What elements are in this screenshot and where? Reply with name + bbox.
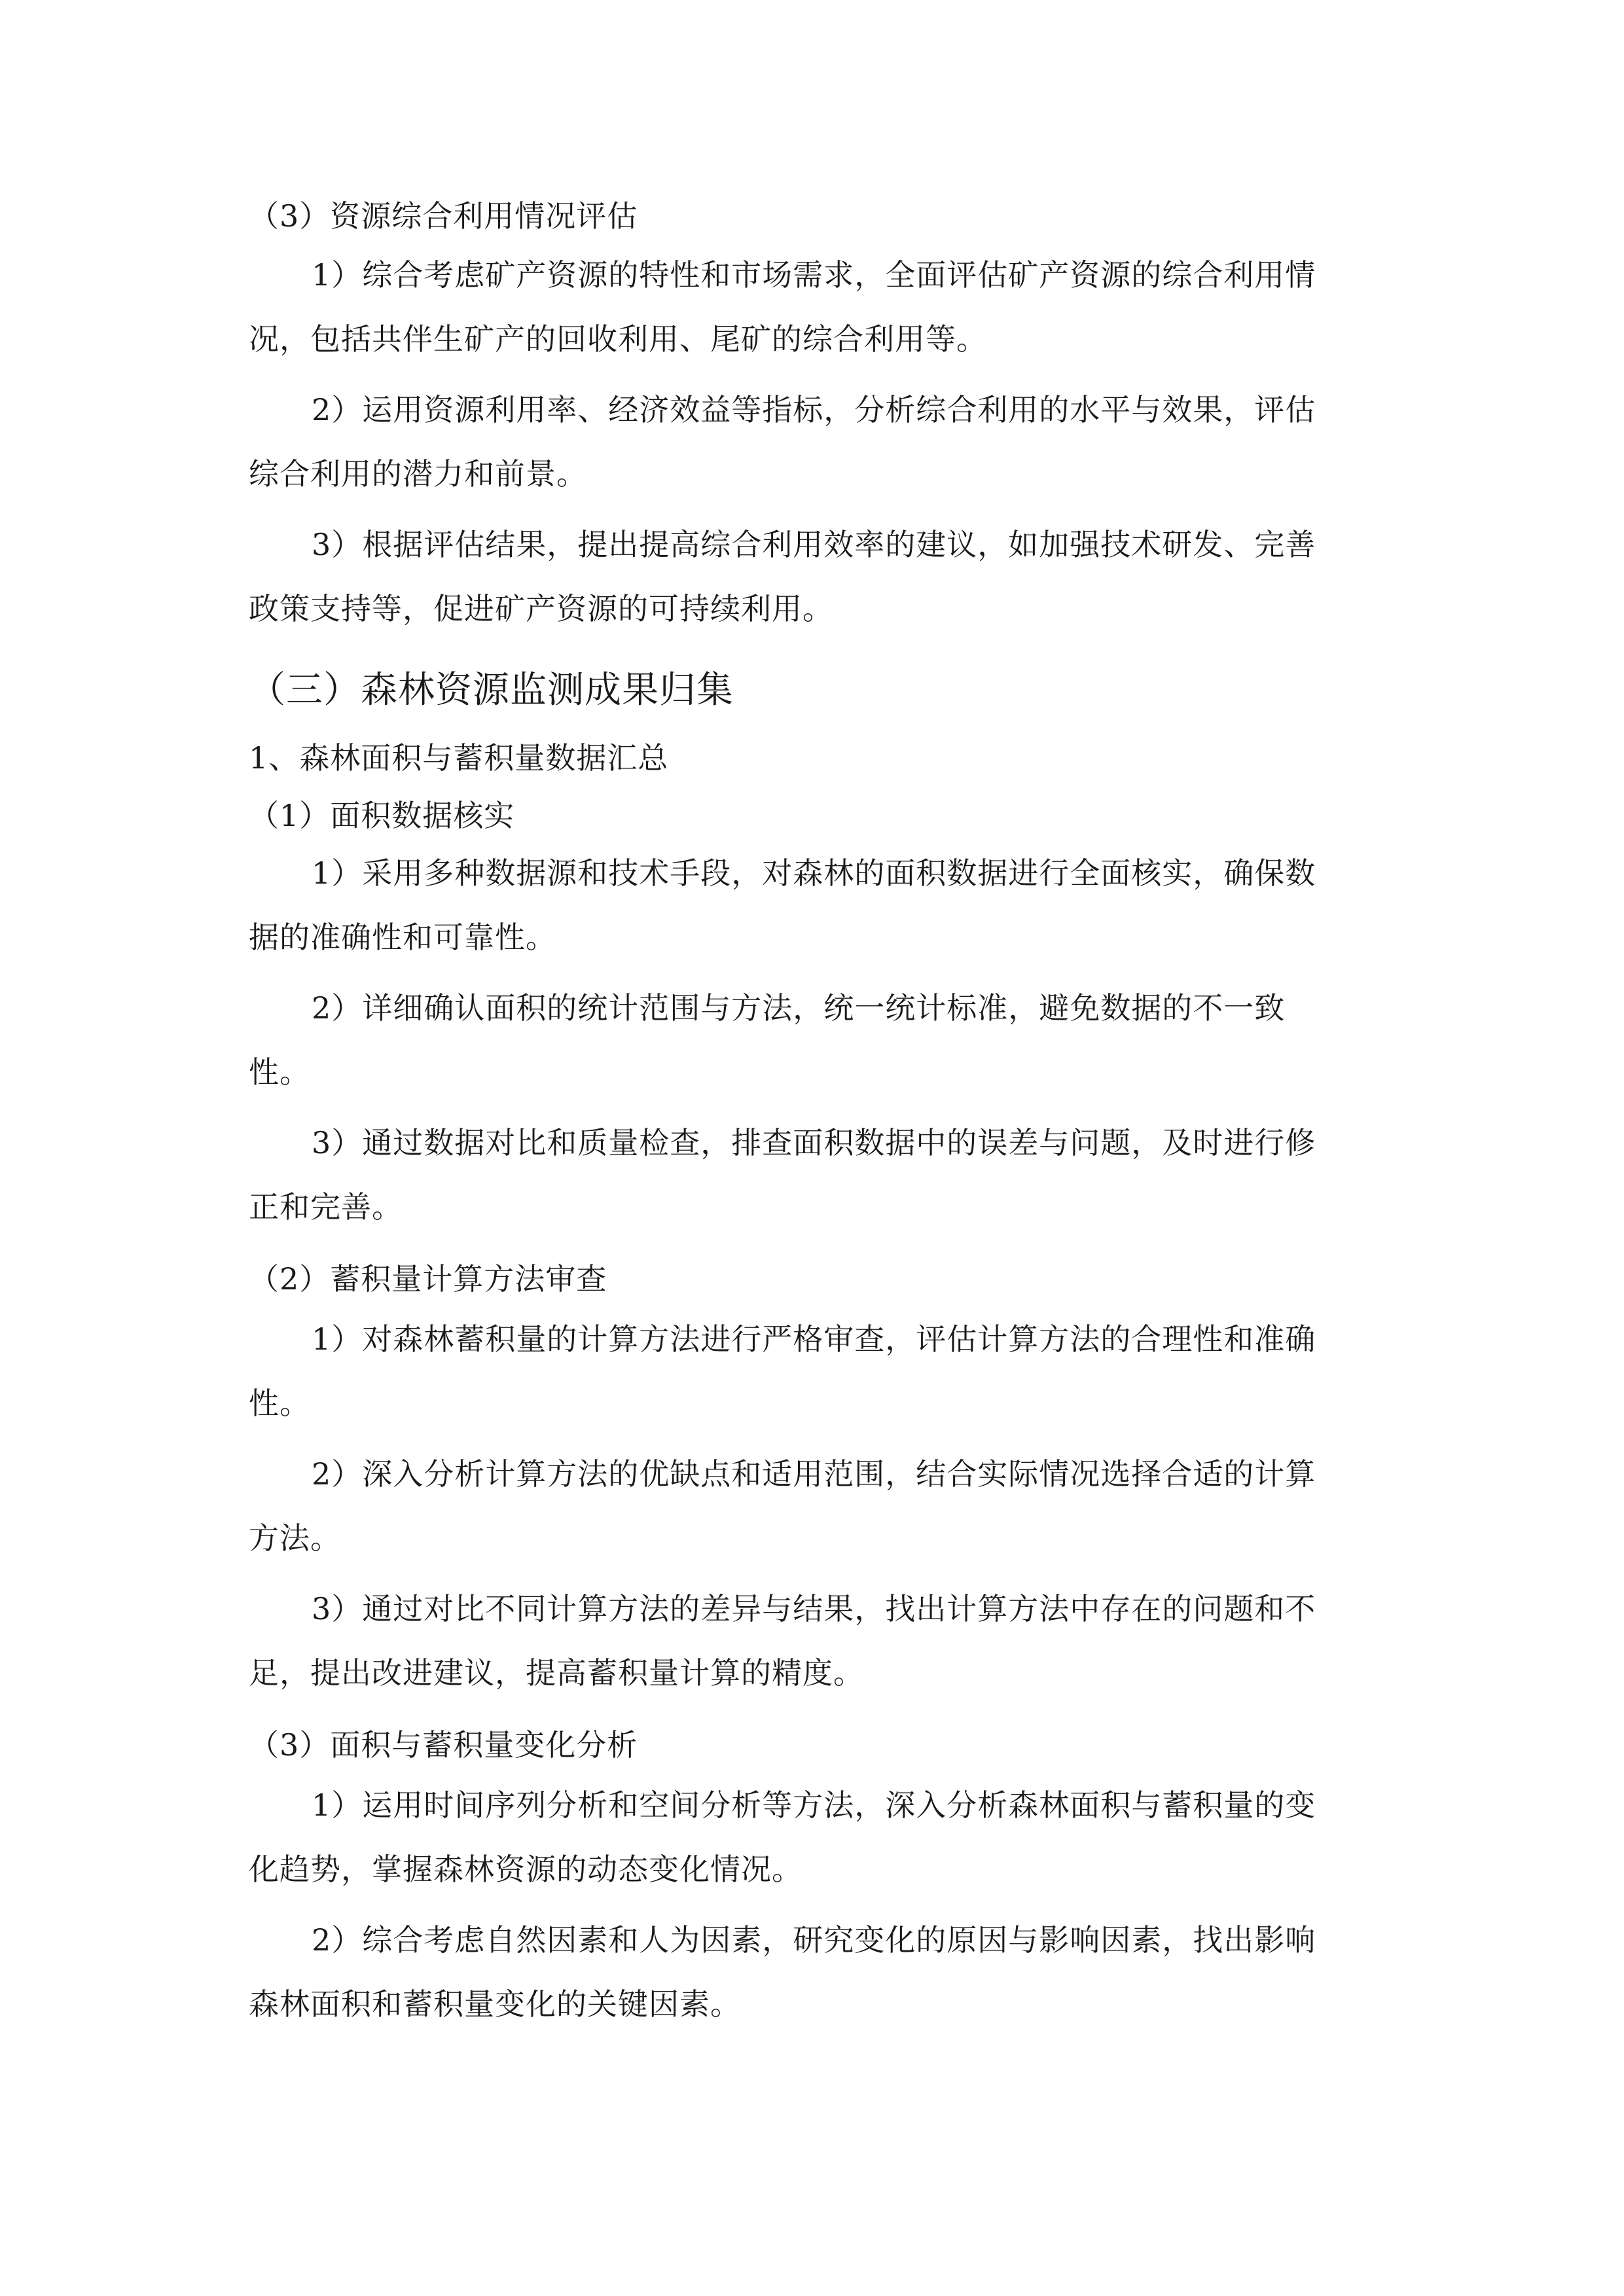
paragraph-line: 3）通过对比不同计算方法的差异与结果，找出计算方法中存在的问题和不 bbox=[312, 1591, 1316, 1626]
section-title: （三）森林资源监测成果归集 bbox=[249, 669, 734, 711]
subheading-resource-utilization: （3）资源综合利用情况评估 bbox=[249, 198, 638, 234]
paragraph-line: 据的准确性和可靠性。 bbox=[249, 920, 556, 955]
paragraph-line: 1）运用时间序列分析和空间分析等方法，深入分析森林面积与蓄积量的变 bbox=[312, 1787, 1316, 1823]
paragraph-line: 性。 bbox=[249, 1054, 310, 1090]
subheading-volume-method-review: （2）蓄积量计算方法审查 bbox=[249, 1261, 607, 1297]
paragraph-line: 3）通过数据对比和质量检查，排查面积数据中的误差与问题，及时进行修 bbox=[312, 1125, 1316, 1160]
paragraph-line: 政策支持等，促进矿产资源的可持续利用。 bbox=[249, 591, 833, 626]
paragraph-line: 1）采用多种数据源和技术手段，对森林的面积数据进行全面核实，确保数 bbox=[312, 855, 1316, 891]
paragraph-line: 2）综合考虑自然因素和人为因素，研究变化的原因与影响因素，找出影响 bbox=[312, 1922, 1316, 1958]
paragraph-line: 3）根据评估结果，提出提高综合利用效率的建议，如加强技术研发、完善 bbox=[312, 527, 1316, 562]
paragraph-line: 正和完善。 bbox=[249, 1189, 403, 1225]
paragraph-line: 方法。 bbox=[249, 1520, 341, 1556]
paragraph-line: 森林面积和蓄积量变化的关键因素。 bbox=[249, 1986, 741, 2022]
paragraph-line: 化趋势，掌握森林资源的动态变化情况。 bbox=[249, 1852, 803, 1887]
paragraph-line: 2）详细确认面积的统计范围与方法，统一统计标准，避免数据的不一致 bbox=[312, 990, 1286, 1026]
paragraph-line: 足，提出改进建议，提高蓄积量计算的精度。 bbox=[249, 1655, 864, 1691]
subheading-change-analysis: （3）面积与蓄积量变化分析 bbox=[249, 1727, 638, 1763]
paragraph-line: 1）对森林蓄积量的计算方法进行严格审查，评估计算方法的合理性和准确 bbox=[312, 1321, 1316, 1357]
paragraph-line: 性。 bbox=[249, 1386, 310, 1421]
paragraph-line: 2）深入分析计算方法的优缺点和适用范围，结合实际情况选择合适的计算 bbox=[312, 1456, 1316, 1492]
paragraph-line: 1）综合考虑矿产资源的特性和市场需求，全面评估矿产资源的综合利用情 bbox=[312, 257, 1316, 293]
heading-forest-data-summary: 1、森林面积与蓄积量数据汇总 bbox=[249, 740, 669, 776]
subheading-area-verification: （1）面积数据核实 bbox=[249, 798, 515, 833]
paragraph-line: 况，包括共伴生矿产的回收利用、尾矿的综合利用等。 bbox=[249, 321, 987, 357]
paragraph-line: 2）运用资源利用率、经济效益等指标，分析综合利用的水平与效果，评估 bbox=[312, 392, 1316, 427]
paragraph-line: 综合利用的潜力和前景。 bbox=[249, 456, 587, 492]
